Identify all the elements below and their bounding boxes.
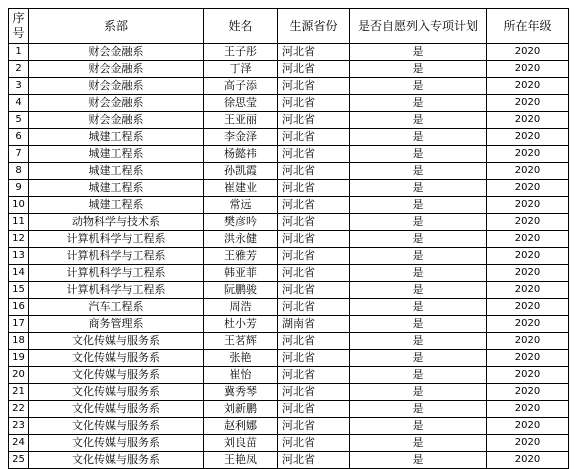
- cell-origin: 河北省: [278, 367, 350, 384]
- header-willing: 是否自愿列入专项计划: [350, 9, 487, 44]
- cell-no: 24: [9, 435, 29, 452]
- cell-grade: 2020: [487, 44, 569, 61]
- cell-no: 8: [9, 163, 29, 180]
- cell-grade: 2020: [487, 316, 569, 333]
- cell-grade: 2020: [487, 180, 569, 197]
- cell-dept: 文化传媒与服务系: [29, 384, 204, 401]
- cell-willing: 是: [350, 180, 487, 197]
- cell-name: 王亚丽: [204, 112, 278, 129]
- table-row: [9, 129, 569, 146]
- cell-origin: 湖南省: [278, 316, 350, 333]
- cell-no: 21: [9, 384, 29, 401]
- cell-origin: 河北省: [278, 418, 350, 435]
- header-grade: 所在年级: [487, 9, 569, 44]
- cell-willing: 是: [350, 112, 487, 129]
- header-name: 姓名: [204, 9, 278, 44]
- cell-origin: 河北省: [278, 282, 350, 299]
- cell-dept: 汽车工程系: [29, 299, 204, 316]
- cell-no: 16: [9, 299, 29, 316]
- cell-willing: 是: [350, 231, 487, 248]
- cell-origin: 河北省: [278, 129, 350, 146]
- table-row: [9, 61, 569, 78]
- cell-name: 王雅芳: [204, 248, 278, 265]
- cell-grade: 2020: [487, 401, 569, 418]
- header-origin: 生源省份: [278, 9, 350, 44]
- cell-no: 19: [9, 350, 29, 367]
- cell-dept: 城建工程系: [29, 146, 204, 163]
- header-no: 序号: [9, 9, 29, 44]
- table-row: [9, 180, 569, 197]
- cell-no: 5: [9, 112, 29, 129]
- cell-dept: 文化传媒与服务系: [29, 435, 204, 452]
- table-row: [9, 333, 569, 350]
- cell-origin: 河北省: [278, 95, 350, 112]
- cell-no: 23: [9, 418, 29, 435]
- cell-name: 阮鹏骏: [204, 282, 278, 299]
- cell-willing: 是: [350, 401, 487, 418]
- cell-name: 冀秀琴: [204, 384, 278, 401]
- cell-origin: 河北省: [278, 146, 350, 163]
- table-row: [9, 418, 569, 435]
- cell-grade: 2020: [487, 95, 569, 112]
- cell-grade: 2020: [487, 163, 569, 180]
- cell-dept: 文化传媒与服务系: [29, 333, 204, 350]
- cell-no: 22: [9, 401, 29, 418]
- cell-no: 20: [9, 367, 29, 384]
- cell-dept: 文化传媒与服务系: [29, 401, 204, 418]
- cell-willing: 是: [350, 78, 487, 95]
- cell-name: 李金泽: [204, 129, 278, 146]
- cell-name: 崔怡: [204, 367, 278, 384]
- cell-no: 13: [9, 248, 29, 265]
- table-row: [9, 44, 569, 61]
- cell-origin: 河北省: [278, 248, 350, 265]
- cell-origin: 河北省: [278, 265, 350, 282]
- cell-origin: 河北省: [278, 350, 350, 367]
- cell-name: 洪永健: [204, 231, 278, 248]
- cell-dept: 计算机科学与工程系: [29, 265, 204, 282]
- table-row: [9, 231, 569, 248]
- cell-no: 17: [9, 316, 29, 333]
- cell-name: 王艳凤: [204, 452, 278, 469]
- table-row: [9, 452, 569, 469]
- cell-dept: 财会金融系: [29, 44, 204, 61]
- cell-name: 刘新鹏: [204, 401, 278, 418]
- cell-name: 王茗辉: [204, 333, 278, 350]
- cell-grade: 2020: [487, 265, 569, 282]
- cell-name: 周浩: [204, 299, 278, 316]
- cell-no: 12: [9, 231, 29, 248]
- cell-willing: 是: [350, 316, 487, 333]
- cell-dept: 城建工程系: [29, 197, 204, 214]
- cell-no: 1: [9, 44, 29, 61]
- cell-willing: 是: [350, 367, 487, 384]
- cell-no: 9: [9, 180, 29, 197]
- cell-grade: 2020: [487, 367, 569, 384]
- cell-dept: 文化传媒与服务系: [29, 452, 204, 469]
- cell-origin: 河北省: [278, 112, 350, 129]
- table-row: [9, 146, 569, 163]
- cell-origin: 河北省: [278, 333, 350, 350]
- table-row: [9, 316, 569, 333]
- cell-willing: 是: [350, 197, 487, 214]
- cell-no: 11: [9, 214, 29, 231]
- cell-origin: 河北省: [278, 299, 350, 316]
- cell-name: 杜小芳: [204, 316, 278, 333]
- cell-name: 刘良苗: [204, 435, 278, 452]
- cell-no: 6: [9, 129, 29, 146]
- cell-dept: 计算机科学与工程系: [29, 231, 204, 248]
- cell-dept: 动物科学与技术系: [29, 214, 204, 231]
- cell-grade: 2020: [487, 333, 569, 350]
- cell-dept: 计算机科学与工程系: [29, 282, 204, 299]
- cell-dept: 城建工程系: [29, 129, 204, 146]
- cell-grade: 2020: [487, 61, 569, 78]
- cell-willing: 是: [350, 333, 487, 350]
- cell-willing: 是: [350, 299, 487, 316]
- cell-grade: 2020: [487, 384, 569, 401]
- cell-grade: 2020: [487, 418, 569, 435]
- cell-name: 孙凯霞: [204, 163, 278, 180]
- cell-dept: 商务管理系: [29, 316, 204, 333]
- cell-grade: 2020: [487, 214, 569, 231]
- cell-origin: 河北省: [278, 163, 350, 180]
- cell-willing: 是: [350, 248, 487, 265]
- cell-grade: 2020: [487, 299, 569, 316]
- cell-grade: 2020: [487, 282, 569, 299]
- table-row: [9, 163, 569, 180]
- table-row: [9, 367, 569, 384]
- cell-willing: 是: [350, 282, 487, 299]
- cell-dept: 财会金融系: [29, 95, 204, 112]
- cell-willing: 是: [350, 435, 487, 452]
- table-row: [9, 112, 569, 129]
- cell-grade: 2020: [487, 112, 569, 129]
- cell-dept: 计算机科学与工程系: [29, 248, 204, 265]
- cell-name: 崔建业: [204, 180, 278, 197]
- cell-willing: 是: [350, 61, 487, 78]
- cell-dept: 财会金融系: [29, 61, 204, 78]
- cell-no: 15: [9, 282, 29, 299]
- cell-dept: 文化传媒与服务系: [29, 350, 204, 367]
- cell-dept: 城建工程系: [29, 163, 204, 180]
- cell-origin: 河北省: [278, 197, 350, 214]
- cell-no: 14: [9, 265, 29, 282]
- cell-no: 4: [9, 95, 29, 112]
- cell-willing: 是: [350, 129, 487, 146]
- cell-name: 赵利娜: [204, 418, 278, 435]
- table-row: [9, 265, 569, 282]
- cell-origin: 河北省: [278, 180, 350, 197]
- cell-name: 杨懿祎: [204, 146, 278, 163]
- cell-no: 3: [9, 78, 29, 95]
- cell-grade: 2020: [487, 435, 569, 452]
- cell-origin: 河北省: [278, 384, 350, 401]
- cell-name: 张艳: [204, 350, 278, 367]
- cell-willing: 是: [350, 146, 487, 163]
- cell-no: 18: [9, 333, 29, 350]
- cell-dept: 城建工程系: [29, 180, 204, 197]
- cell-origin: 河北省: [278, 401, 350, 418]
- cell-willing: 是: [350, 265, 487, 282]
- cell-willing: 是: [350, 163, 487, 180]
- cell-dept: 文化传媒与服务系: [29, 418, 204, 435]
- cell-grade: 2020: [487, 248, 569, 265]
- table-row: [9, 197, 569, 214]
- cell-grade: 2020: [487, 129, 569, 146]
- cell-grade: 2020: [487, 78, 569, 95]
- cell-name: 徐思莹: [204, 95, 278, 112]
- cell-no: 10: [9, 197, 29, 214]
- header-dept: 系部: [29, 9, 204, 44]
- cell-origin: 河北省: [278, 61, 350, 78]
- cell-grade: 2020: [487, 231, 569, 248]
- cell-no: 7: [9, 146, 29, 163]
- cell-origin: 河北省: [278, 452, 350, 469]
- cell-grade: 2020: [487, 146, 569, 163]
- table-row: [9, 282, 569, 299]
- cell-name: 樊彦吟: [204, 214, 278, 231]
- cell-origin: 河北省: [278, 44, 350, 61]
- cell-dept: 财会金融系: [29, 78, 204, 95]
- header-row: [9, 9, 569, 44]
- student-table: [8, 8, 569, 469]
- cell-dept: 财会金融系: [29, 112, 204, 129]
- cell-grade: 2020: [487, 350, 569, 367]
- cell-origin: 河北省: [278, 214, 350, 231]
- table-row: [9, 435, 569, 452]
- cell-origin: 河北省: [278, 78, 350, 95]
- cell-origin: 河北省: [278, 231, 350, 248]
- cell-grade: 2020: [487, 197, 569, 214]
- table-row: [9, 78, 569, 95]
- table-row: [9, 95, 569, 112]
- cell-no: 25: [9, 452, 29, 469]
- table-row: [9, 350, 569, 367]
- cell-willing: 是: [350, 384, 487, 401]
- cell-origin: 河北省: [278, 435, 350, 452]
- table-row: [9, 299, 569, 316]
- cell-name: 常远: [204, 197, 278, 214]
- cell-name: 丁泽: [204, 61, 278, 78]
- table-row: [9, 248, 569, 265]
- cell-dept: 文化传媒与服务系: [29, 367, 204, 384]
- cell-willing: 是: [350, 452, 487, 469]
- cell-name: 高子添: [204, 78, 278, 95]
- table-row: [9, 384, 569, 401]
- cell-willing: 是: [350, 350, 487, 367]
- table-row: [9, 401, 569, 418]
- cell-willing: 是: [350, 44, 487, 61]
- cell-no: 2: [9, 61, 29, 78]
- cell-willing: 是: [350, 214, 487, 231]
- cell-willing: 是: [350, 95, 487, 112]
- cell-name: 王子彤: [204, 44, 278, 61]
- cell-willing: 是: [350, 418, 487, 435]
- cell-name: 韩亚菲: [204, 265, 278, 282]
- cell-grade: 2020: [487, 452, 569, 469]
- table-row: [9, 214, 569, 231]
